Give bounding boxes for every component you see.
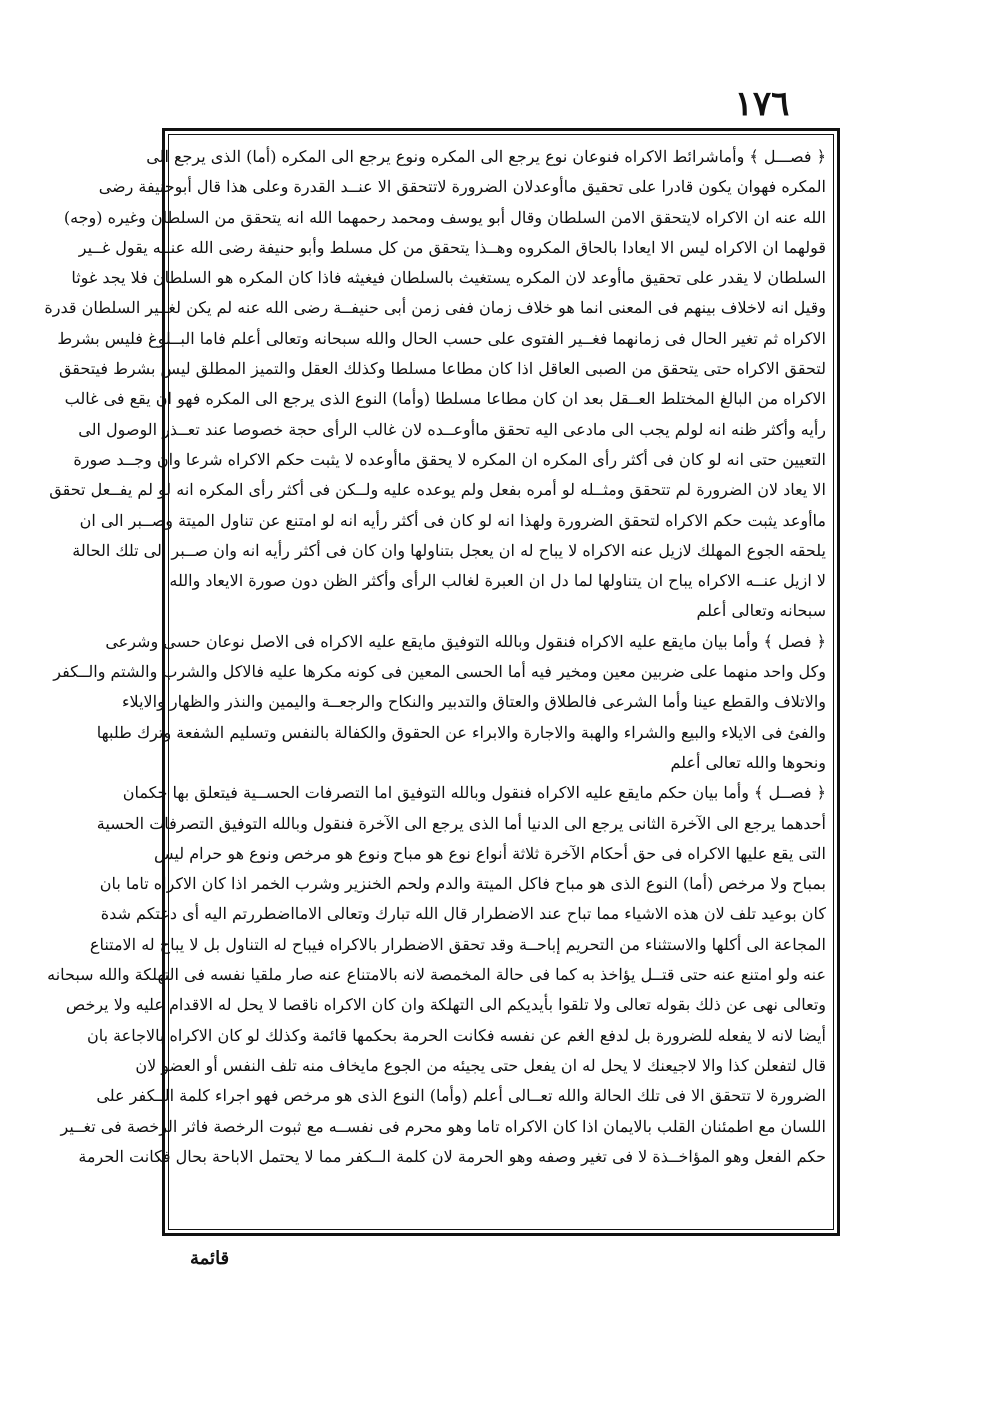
text-line: وتعالى نهى عن ذلك بقوله تعالى ولا تلقوا بأيديكم الى التهلكة وان كان الاكراه ناقصا لا يحل له الاقدام عليه ولا يرخص [65, 995, 826, 1015]
text-line: ﴿ فصل ﴾ وأما بيان مايقع عليه الاكراه فنقول وبالله التوفيق مايقع عليه الاكراه فى الاصل نوعان حسى وشرعى [105, 631, 826, 651]
text-line: رأيه وأكثر ظنه انه لولم يجب الى مادعى اليه تحقق ماأوعــده لان غالب الرأى حجة خصوصا عند تعــذر الوصول الى [78, 419, 826, 439]
text-line: وقيل انه لاخلاف بينهم فى المعنى انما هو خلاف زمان ففى زمن أبى حنيفــة رضى الله عنه لم يكن لغــير السلطان قدرة [44, 298, 826, 318]
catchword: قائمة [190, 1248, 230, 1269]
text-line: ماأوعد يثبت حكم الاكراه لتحقق الضرورة ولهذا انه لو كان فى أكثر رأيه انه لو امتنع عن تناول الميتة وصــبر الى ان [79, 510, 826, 530]
text-line: يلحقه الجوع المهلك لازيل عنه الاكراه لا يباح له ان يعجل بتناولها وان كان فى أكثر رأيه انه وان صــبر الى تلك الحالة [72, 540, 826, 560]
text-line: المكره فهوان يكون قادرا على تحقيق ماأوعدلان الضرورة لاتتحقق الا عنــد القدرة وعلى هذا قال أبوحنيفة رضى [98, 177, 826, 197]
text-line: لا ازيل عنــه الاكراه يباح ان يتناولها لما دل ان العبرة لغالب الرأى وأكثر الظن دون صورة الايعاد والله [169, 571, 826, 591]
text-line: بمباح ولا مرخص (أما) النوع الذى هو مباح فاكل الميتة والدم ولحم الخنزير وشرب الخمر اذا كان الاكراه تاما بان [99, 874, 826, 894]
text-line: حكم الفعل وهو المؤاخــذة لا فى تغير وصفه وهو الحرمة لان كلمة الــكفر مما لا يحتمل الاباحة بحال فكانت الحرمة [78, 1146, 826, 1166]
text-line: لتحقق الاكراه حتى يتحقق من الصبى العاقل اذا كان مطاعا مسلطا وكذلك العقل والتميز المطلق ليس بشرط فيتحقق [58, 359, 826, 379]
text-line: الاكراه من البالغ المختلط العــقل بعد ان كان مطاعا مسلطا (وأما) النوع الذى يرجع الى المكره فهو ان يقع فى غالب [64, 389, 826, 409]
text-line: أيضا لانه لا يفعله للضرورة بل لدفع الغم عن نفسه فكانت الحرمة بحكمها قائمة وكذلك لو كان الاكراه بالاجاعة بان [86, 1025, 826, 1045]
text-line: ﴿ فصـــل ﴾ وأماشرائط الاكراه فنوعان نوع يرجع الى المكره ونوع يرجع الى المكره (أما) الذى يرجع الى [146, 147, 826, 166]
text-line: قولهما ان الاكراه ليس الا ايعادا بالحاق المكروه وهــذا يتحقق من كل مسلط وأبو حنيفة رضى الله عنــه يقول غــير [78, 237, 826, 257]
text-line: الضرورة لا تتحقق الا فى تلك الحالة والله تعــالى أعلم (وأما) النوع الذى هو مرخص فهو اجراء كلمة الــكفر على [96, 1086, 826, 1106]
text-line: والفئ فى الايلاء والبيع والشراء والهبة والاجارة والابراء عن الحقوق والكفالة بالنفس وتسليم الشفعة وترك طلبها [96, 722, 826, 742]
text-line: الاكراه ثم تغير الحال فى زمانهما فغــير الفتوى على حسب الحال والله سبحانه وتعالى أعلم فاما البــلوغ فليس بشرط [57, 328, 826, 348]
text-line: أحدهما يرجع الى الآخرة الثانى يرجع الى الدنيا أما الذى يرجع الى الآخرة فنقول وبالله التوفيق التصرفات الحسية [96, 813, 826, 833]
text-line: ﴿ فصــل ﴾ وأما بيان حكم مايقع عليه الاكراه فنقول وبالله التوفيق اما التصرفات الحســية فيتعلق بها حكمان [122, 783, 826, 803]
text-line: عنه ولو امتنع عنه حتى قتــل يؤاخذ به كما فى حالة المخمصة لانه بالامتناع عنه صار ملقيا نفسه فى التهلكة والله سبحانه [47, 965, 826, 985]
page-number: ١٧٦ [734, 84, 790, 124]
text-line: التى يقع عليها الاكراه فى حق أحكام الآخرة ثلاثة أنواع نوع هو مباح ونوع هو مرخص ونوع هو حرام ليس [154, 843, 826, 863]
text-line: وكل واحد منهما على ضربين معين ومخير فيه أما الحسى المعين فى كونه مكرها عليه فالاكل والشرب والشتم والــكفر [53, 662, 826, 682]
text-line: الا يعاد لان الضرورة لم تتحقق ومثــله لو أمره بفعل ولم يوعده عليه ولــكن فى أكثر رأى المكره انه لو لم يفــعل تحقق [49, 480, 826, 500]
text-line: سبحانه وتعالى أعلم [696, 601, 826, 621]
text-line: السلطان لا يقدر على تحقيق ماأوعد لان المكره يستغيث بالسلطان فيغيثه فاذا كان المكره هو السلطان فلا يجد غوثا [71, 268, 826, 288]
text-line: الله عنه ان الاكراه لايتحقق الامن السلطان وقال أبو يوسف ومحمد رحمهما الله انه يتحقق من السلطان وغيره (وجه) [63, 207, 826, 227]
text-line: والاتلاف والقطع عينا وأما الشرعى فالطلاق والعتاق والتدبير والنكاح والرجعــة واليمين والنذر والظهار والايلاء [122, 692, 826, 712]
text-line: قال لتفعلن كذا والا لاجيعنك لا يحل له ان يفعل حتى يجيئه من الجوع مايخاف منه تلف النفس أو العضو لان [135, 1055, 826, 1075]
text-body [44, 142, 826, 1224]
text-line: ونحوها والله تعالى أعلم [670, 752, 826, 772]
text-line: المجاعة الى أكلها والاستثناء من التحريم إباحــة وقد تحقق الاضطرار بالاكراه فيباح له التناول بل لا يباح له الامتناع [89, 934, 826, 954]
text-line: التعيين حتى انه لو كان فى أكثر رأى المكره ان المكره لا يحقق ماأوعده لا يثبت حكم الاكراه شرعا وان وجــد صورة [73, 449, 826, 469]
text-line: اللسان مع اطمئنان القلب بالايمان اذا كان الاكراه تاما وهو محرم فى نفســه مع ثبوت الرخصة فاثر الرخصة فى تغــير [60, 1116, 826, 1136]
text-line: كان بوعيد تلف لان هذه الاشياء مما تباح عند الاضطرار قال الله تبارك وتعالى الامااضطررتم اليه أى دعتكم شدة [100, 904, 826, 924]
